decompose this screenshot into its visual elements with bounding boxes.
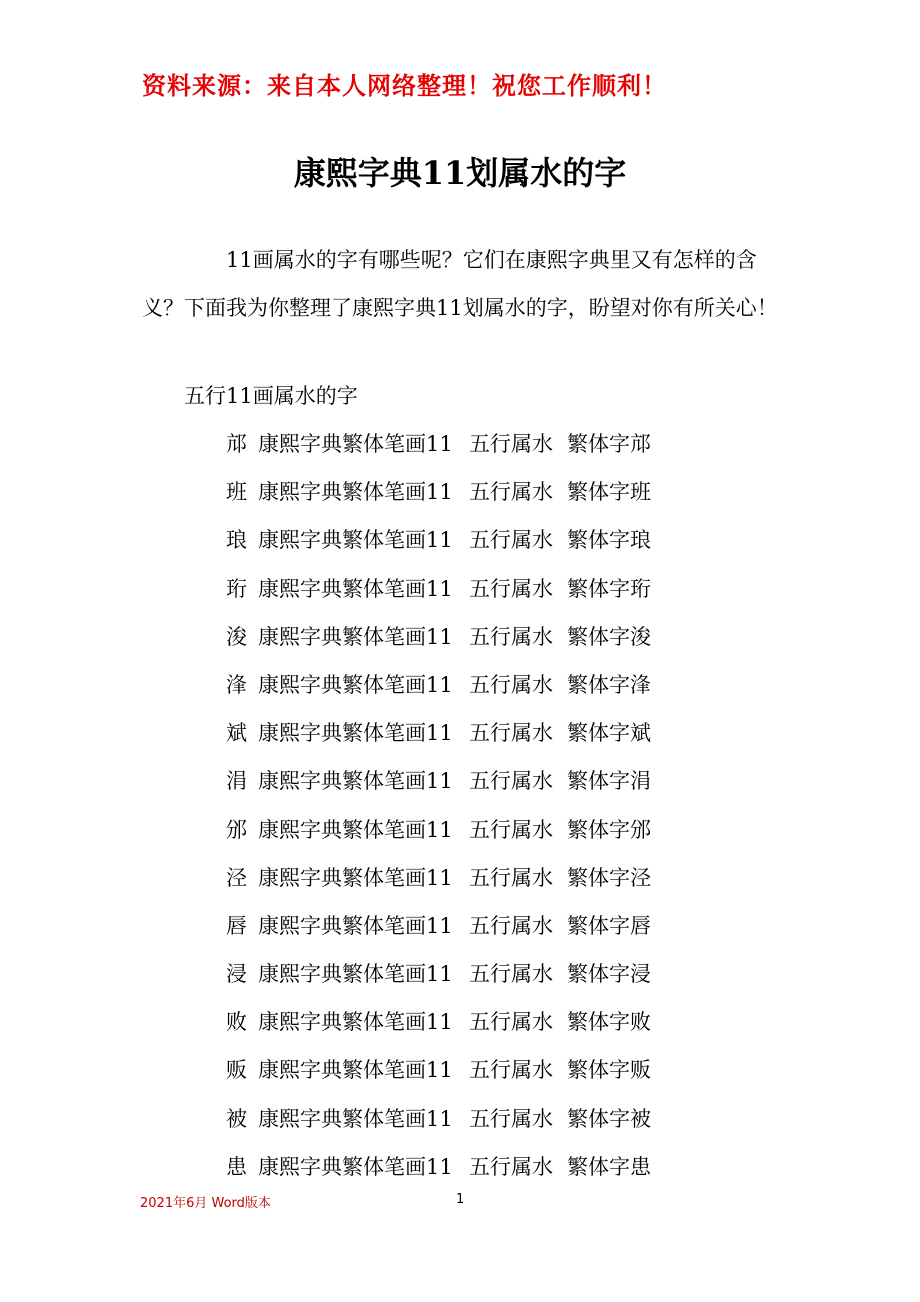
- entry-char: 败: [226, 1010, 247, 1035]
- entry-trad: 繁体字浚: [567, 624, 651, 649]
- entry-char: 邠: [226, 817, 247, 842]
- entry-desc: 康熙字典繁体笔画11: [258, 480, 453, 505]
- entry-char: 浚: [226, 624, 247, 649]
- list-item: [226, 428, 651, 476]
- entry-trad: 繁体字唇: [567, 913, 651, 938]
- entry-trad: 繁体字邠: [567, 817, 651, 842]
- list-item: [226, 573, 651, 621]
- section-heading: 五行11画属水的字: [184, 384, 358, 408]
- entry-wuxing: 五行属水: [469, 576, 553, 601]
- list-item: [226, 524, 651, 572]
- entry-desc: 康熙字典繁体笔画11: [258, 721, 453, 746]
- entry-trad: 繁体字珩: [567, 576, 651, 601]
- list-item: [226, 476, 651, 524]
- entry-wuxing: 五行属水: [469, 962, 553, 987]
- entry-wuxing: 五行属水: [469, 432, 553, 456]
- entry-trad: 繁体字班: [567, 480, 651, 505]
- document-title: 康熙字典11划属水的字: [293, 154, 627, 192]
- entry-char: 斌: [226, 721, 247, 746]
- entry-wuxing: 五行属水: [469, 1154, 553, 1179]
- entry-trad: 繁体字浲: [567, 672, 651, 697]
- footer-date-version: 2021年6月 Word版本: [140, 1196, 271, 1211]
- entry-desc: 康熙字典繁体笔画11: [258, 1154, 453, 1179]
- entry-desc: 康熙字典繁体笔画11: [258, 962, 453, 987]
- list-item: [226, 1006, 651, 1054]
- entry-desc: 康熙字典繁体笔画11: [258, 576, 453, 601]
- entry-wuxing: 五行属水: [469, 528, 553, 553]
- entry-wuxing: 五行属水: [469, 913, 553, 938]
- entry-desc: 康熙字典繁体笔画11: [258, 913, 453, 938]
- entry-desc: 康熙字典繁体笔画11: [258, 672, 453, 697]
- entry-wuxing: 五行属水: [469, 624, 553, 649]
- entry-wuxing: 五行属水: [469, 865, 553, 890]
- list-item: [226, 862, 651, 910]
- entry-desc: 康熙字典繁体笔画11: [258, 624, 453, 649]
- entry-trad: 繁体字涓: [567, 769, 651, 794]
- entry-desc: 康熙字典繁体笔画11: [258, 1106, 453, 1131]
- entry-desc: 康熙字典繁体笔画11: [258, 865, 453, 890]
- entry-char: 泾: [226, 865, 247, 890]
- list-item: [226, 765, 651, 813]
- entry-trad: 繁体字琅: [567, 528, 651, 553]
- entry-trad: 繁体字败: [567, 1010, 651, 1035]
- entry-trad: 繁体字泾: [567, 865, 651, 890]
- list-item: [226, 814, 651, 862]
- page-number: 1: [456, 1192, 465, 1207]
- entry-char: 涓: [226, 769, 247, 794]
- entry-desc: 康熙字典繁体笔画11: [258, 528, 453, 553]
- entry-wuxing: 五行属水: [469, 1058, 553, 1083]
- entry-char: 贩: [226, 1058, 247, 1083]
- entry-char: 被: [226, 1106, 247, 1131]
- list-item: [226, 621, 651, 669]
- entry-char: 珩: [226, 576, 247, 601]
- entry-char: 浸: [226, 962, 247, 987]
- entry-desc: 康熙字典繁体笔画11: [258, 769, 453, 794]
- list-item: [226, 910, 651, 958]
- list-item: [226, 669, 651, 717]
- entry-wuxing: 五行属水: [469, 721, 553, 746]
- entry-char: 浲: [226, 672, 247, 697]
- entry-trad: 繁体字患: [567, 1154, 651, 1179]
- entry-list: [226, 428, 651, 1199]
- entry-wuxing: 五行属水: [469, 769, 553, 794]
- entry-char: 班: [226, 480, 247, 505]
- list-item: [226, 958, 651, 1006]
- list-item: [226, 1103, 651, 1151]
- entry-trad: 繁体字被: [567, 1106, 651, 1131]
- entry-wuxing: 五行属水: [469, 1010, 553, 1035]
- entry-wuxing: 五行属水: [469, 480, 553, 505]
- entry-wuxing: 五行属水: [469, 817, 553, 842]
- list-item: [226, 1054, 651, 1102]
- entry-char: 琅: [226, 528, 247, 553]
- entry-desc: 康熙字典繁体笔画11: [258, 1010, 453, 1035]
- entry-char: 邟: [226, 432, 247, 456]
- entry-wuxing: 五行属水: [469, 1106, 553, 1131]
- entry-wuxing: 五行属水: [469, 672, 553, 697]
- entry-char: 患: [226, 1154, 247, 1179]
- entry-trad: 繁体字斌: [567, 721, 651, 746]
- entry-trad: 繁体字贩: [567, 1058, 651, 1083]
- entry-char: 唇: [226, 913, 247, 938]
- intro-paragraph: 11画属水的字有哪些呢？它们在康熙字典里又有怎样的含义？下面我为你整理了康熙字典11划属水的字，盼望对你有所关心！: [142, 248, 778, 320]
- source-note: 资料来源：来自本人网络整理！祝您工作顺利！: [142, 72, 667, 100]
- entry-desc: 康熙字典繁体笔画11: [258, 432, 453, 456]
- entry-desc: 康熙字典繁体笔画11: [258, 1058, 453, 1083]
- list-item: [226, 1151, 651, 1199]
- entry-trad: 繁体字邟: [567, 432, 651, 456]
- entry-desc: 康熙字典繁体笔画11: [258, 817, 453, 842]
- entry-trad: 繁体字浸: [567, 962, 651, 987]
- list-item: [226, 717, 651, 765]
